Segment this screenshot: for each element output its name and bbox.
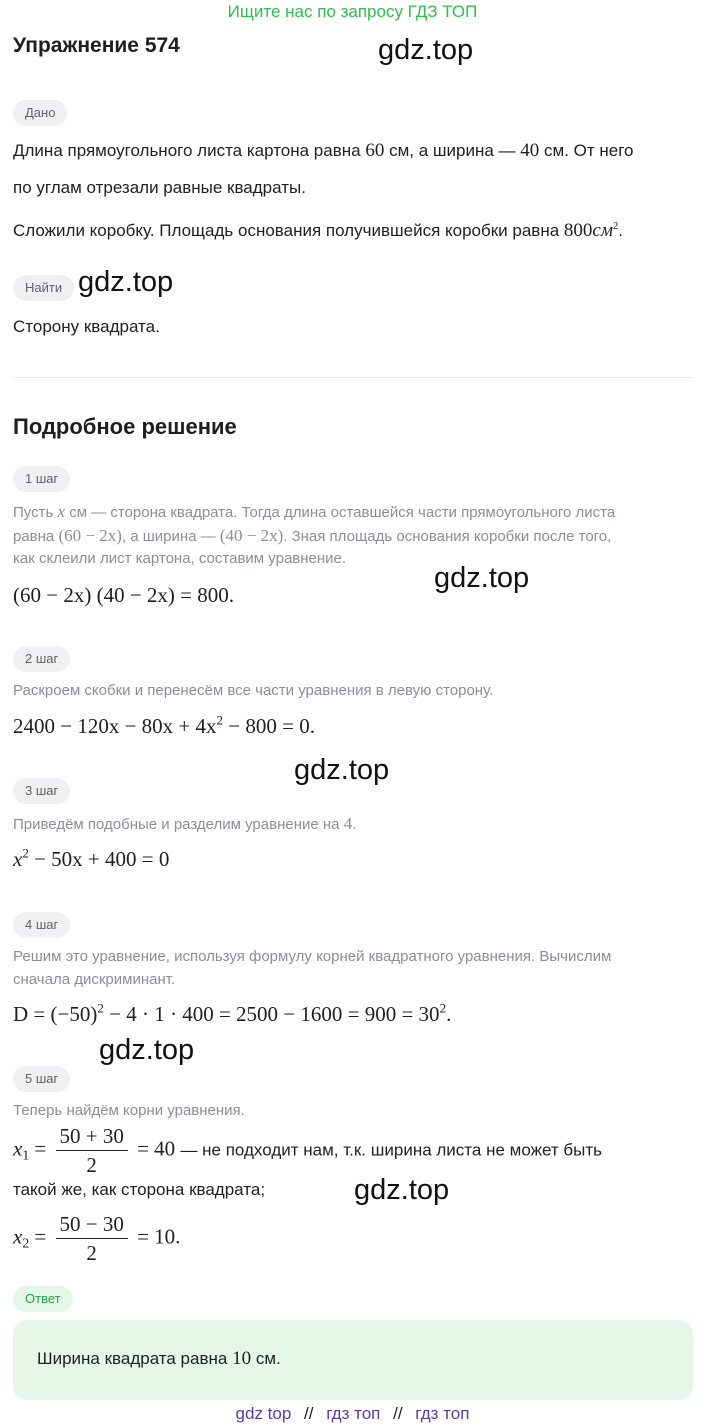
given-line-1: Длина прямоугольного листа картона равна 60 см, а ширина — 40 см. От него xyxy=(13,140,634,161)
answer-box xyxy=(13,1320,693,1400)
step-3-equation: $x^2 - 50x + 400 = 0$ xyxy=(13,845,170,871)
step-1-line-2: равна (60 − 2x), а ширина — (40 − 2x). Зная площадь основания коробки после того, xyxy=(13,526,612,545)
footer-links xyxy=(0,1404,705,1424)
watermark: gdz.top xyxy=(434,562,530,594)
root-x1-comment-2: такой же, как сторона квадрата; xyxy=(13,1180,266,1199)
find-text: Сторону квадрата. xyxy=(13,317,160,336)
step-5-badge: 5 шаг xyxy=(13,1066,70,1092)
step-5-text: Теперь найдём корни уравнения. xyxy=(13,1102,245,1119)
step-4-line-1: Решим это уравнение, используя формулу корней квадратного уравнения. Вычислим xyxy=(13,948,612,965)
watermark: gdz.top xyxy=(294,754,390,786)
footer-separator: // xyxy=(304,1404,314,1423)
fraction-x2: $\frac{50 - 30}{2}$ xyxy=(56,1212,128,1265)
step-1-equation: (60 − 2x) (40 − 2x) = 800. xyxy=(13,583,235,607)
step-4-badge: 4 шаг xyxy=(13,912,70,938)
root-x2: $x_2$ = $\frac{50 - 30}{2}$ = 10. xyxy=(13,1212,181,1265)
solution-title: Подробное решение xyxy=(13,414,237,439)
given-line-2: по углам отрезали равные квадраты. xyxy=(13,178,306,197)
footer-link-3[interactable]: гдз топ xyxy=(415,1404,470,1423)
fraction-x1: $\frac{50 + 30}{2}$ xyxy=(56,1124,128,1177)
answer-text: Ширина квадрата равна 10 см. xyxy=(37,1348,281,1369)
find-badge: Найти xyxy=(13,275,74,301)
step-3-badge: 3 шаг xyxy=(13,778,70,804)
step-2-text: Раскроем скобки и перенесём все части уравнения в левую сторону. xyxy=(13,682,494,699)
page-title: Упражнение 574 xyxy=(13,34,180,57)
root-x1: $x_1$ = $\frac{50 + 30}{2}$ = 40 — не подходит нам, т.к. ширина листа не может быть xyxy=(13,1124,602,1177)
step-1-line-3: как склеили лист картона, составим уравнение. xyxy=(13,550,347,567)
footer-separator: // xyxy=(393,1404,403,1423)
watermark: gdz.top xyxy=(378,34,474,66)
step-4-equation: $D = (-50)^2 - 4 \cdot 1 \cdot 400 = 2500 - 1600 = 900 = 30^2$. xyxy=(13,1000,452,1026)
given-badge: Дано xyxy=(13,100,67,126)
watermark: gdz.top xyxy=(99,1034,195,1066)
answer-badge: Ответ xyxy=(13,1286,73,1312)
promo-banner[interactable]: Ищите нас по запросу ГДЗ ТОП xyxy=(227,2,478,21)
watermark: gdz.top xyxy=(354,1174,450,1206)
given-line-3: Сложили коробку. Площадь основания получившейся коробки равна $800см^2$. xyxy=(13,220,623,241)
step-2-badge: 2 шаг xyxy=(13,646,70,672)
footer-link-2[interactable]: гдз топ xyxy=(326,1404,381,1423)
step-3-text: Приведём подобные и разделим уравнение на 4. xyxy=(13,814,357,833)
footer-link-1[interactable]: gdz top xyxy=(235,1404,292,1423)
watermark: gdz.top xyxy=(78,266,174,298)
step-1-badge: 1 шаг xyxy=(13,466,70,492)
step-1-line-1: Пусть x см — сторона квадрата. Тогда длина оставшейся части прямоугольного листа xyxy=(13,502,616,521)
section-divider xyxy=(13,377,694,378)
step-4-line-2: сначала дискриминант. xyxy=(13,971,176,988)
step-2-equation: $2400 - 120x - 80x + 4x^2 - 800 = 0$. xyxy=(13,712,315,738)
